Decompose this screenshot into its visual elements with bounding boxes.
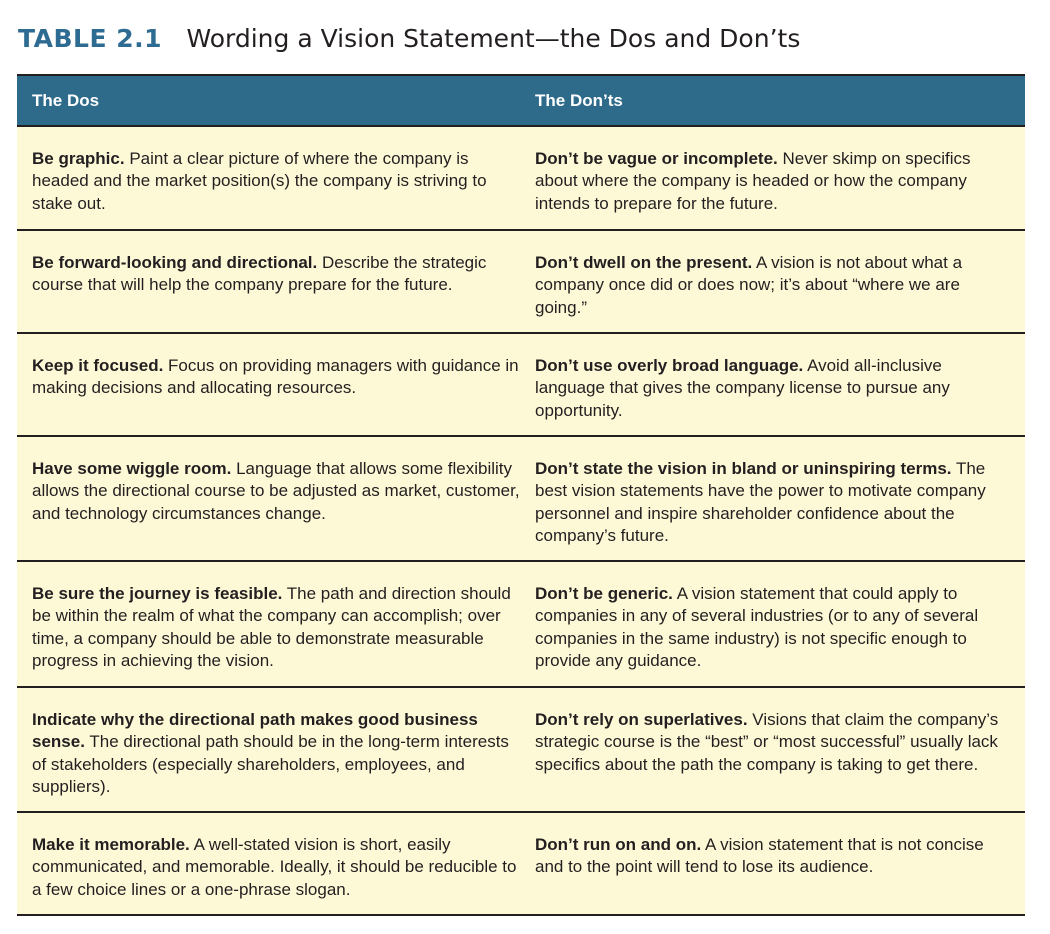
dos-cell (17, 231, 520, 332)
donts-cell (520, 813, 1025, 914)
dont-text: A vision statement that is not concise and to the point will tend to lose its audience. (535, 835, 984, 877)
do-text: A well-stated vision is short, easily communicated, and memorable. Ideally, it should be reducible to a few choice lines or a one-phrase slogan. (32, 835, 517, 899)
dont-text: A vision is not about what a company once did or does now; it’s about “where we are going.” (535, 253, 963, 317)
dos-donts-table (17, 74, 1025, 916)
donts-cell (520, 562, 1025, 686)
dos-cell (17, 437, 520, 560)
dont-lead: Don’t run on and on. (535, 835, 702, 854)
do-text: Language that allows some flexibility allows the directional course to be adjusted as market, customer, and technology circumstances change. (32, 459, 520, 523)
table-row (17, 334, 1025, 437)
dos-cell (17, 334, 520, 435)
table-row (17, 813, 1025, 916)
dont-text: Never skimp on specifics about where the company is headed or how the company intends to prepare for the future. (535, 149, 971, 213)
donts-cell (520, 437, 1025, 560)
dont-text: A vision statement that could apply to companies in any of several industries (or to any of several companies in the same industry) is not specific enough to provide any guidance. (535, 584, 979, 670)
do-text: The directional path should be in the long-term interests of stakeholders (especially shareholders, employees, and suppliers). (32, 732, 509, 796)
column-header-donts: The Don’ts (535, 90, 623, 110)
table-title: Wording a Vision Statement—the Dos and Don’ts (186, 24, 801, 53)
donts-cell (520, 688, 1025, 811)
dont-text: Avoid all-inclusive language that gives the company license to pursue any opportunity. (535, 356, 950, 420)
table-row (17, 437, 1025, 562)
do-lead: Be graphic. (32, 149, 125, 168)
dont-text: The best vision statements have the power to motivate company personnel and inspire shareholder confidence about the company’s future. (535, 459, 986, 545)
dont-lead: Don’t be vague or incomplete. (535, 149, 778, 168)
dos-cell (17, 562, 520, 686)
dont-lead: Don’t be generic. (535, 584, 673, 603)
donts-cell (520, 231, 1025, 332)
table-row (17, 231, 1025, 334)
table-row (17, 127, 1025, 231)
table-row (17, 688, 1025, 813)
dont-lead: Don’t use overly broad language. (535, 356, 804, 375)
do-text: The path and direction should be within the realm of what the company can accomplish; over time, a company should be able to demonstrate measurable progress in achieving the vision. (32, 584, 511, 670)
dos-cell (17, 127, 520, 229)
do-lead: Make it memorable. (32, 835, 190, 854)
do-text: Focus on providing managers with guidance in making decisions and allocating resources. (32, 356, 519, 398)
table-row (17, 562, 1025, 688)
do-text: Describe the strategic course that will help the company prepare for the future. (32, 253, 487, 295)
do-lead: Have some wiggle room. (32, 459, 232, 478)
do-lead: Be sure the journey is feasible. (32, 584, 283, 603)
column-header-dos: The Dos (32, 90, 100, 110)
do-lead: Be forward-looking and directional. (32, 253, 318, 272)
table-number: TABLE 2.1 (18, 24, 163, 53)
do-lead: Indicate why the directional path makes good business sense. (32, 710, 478, 752)
dos-cell (17, 688, 520, 811)
do-text: Paint a clear picture of where the company is headed and the market position(s) the company is striving to stake out. (32, 149, 487, 213)
dont-lead: Don’t state the vision in bland or uninspiring terms. (535, 459, 952, 478)
dont-lead: Don’t dwell on the present. (535, 253, 753, 272)
donts-cell (520, 127, 1025, 229)
dos-cell (17, 813, 520, 914)
donts-cell (520, 334, 1025, 435)
dont-text: Visions that claim the company’s strategic course is the “best” or “most successful” usually lack specifics about the path the company is taking to get there. (535, 710, 999, 774)
table-header (17, 76, 1025, 127)
do-lead: Keep it focused. (32, 356, 164, 375)
table-title-row (18, 24, 800, 53)
dont-lead: Don’t rely on superlatives. (535, 710, 748, 729)
